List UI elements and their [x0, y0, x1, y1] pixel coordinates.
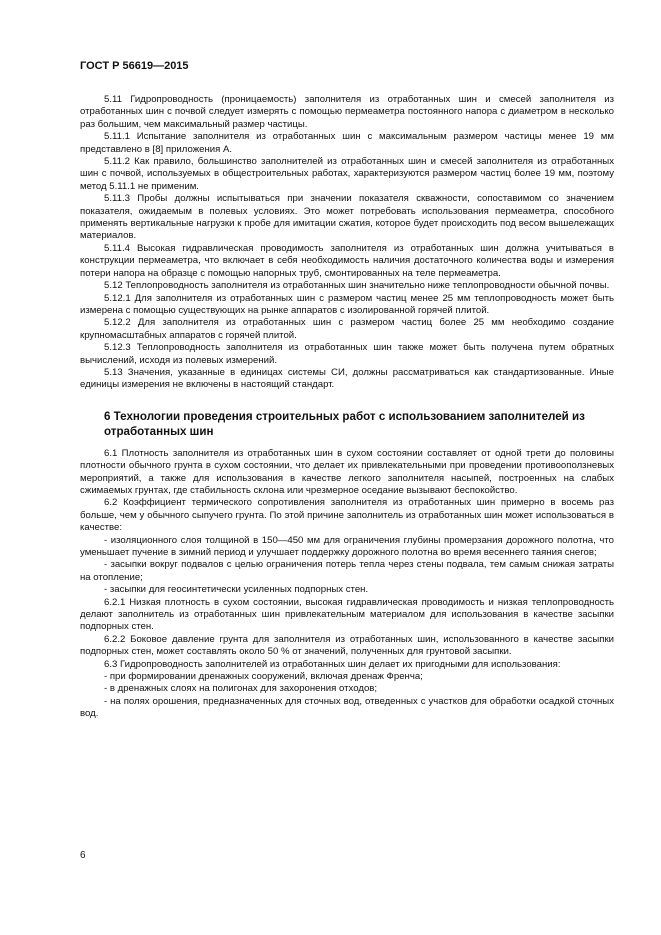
paragraph-5-12-2: 5.12.2 Для заполнителя из отработанных шин с размером частиц более 25 мм необходимо создание крупномасштабных аппаратов с горячей плитой.	[80, 317, 614, 341]
paragraph-6-3: 6.3 Гидропроводность заполнителей из отработанных шин делает их пригодными для использования:	[104, 658, 561, 670]
page-body	[80, 94, 614, 721]
list-item: - в дренажных слоях на полигонах для захоронения отходов;	[104, 683, 378, 695]
paragraph-5-11-2: 5.11.2 Как правило, большинство заполнителей из отработанных шин и смесей заполнителя из отработанных шин с почвой, используемых в общестроительных работах, характеризуются размером частиц более 19 мм, поэтому метод 5.11.1 не применим.	[80, 156, 614, 192]
list-item: - засыпки вокруг подвалов с целью ограничения потерь тепла через стены подвала, тем самым снижая затраты на отопление;	[80, 559, 614, 583]
page-number: 6	[80, 850, 86, 861]
section-6-title: 6 Технологии проведения строительных работ с использованием заполнителей из отработанных шин	[104, 409, 585, 438]
document-header: ГОСТ Р 56619—2015	[80, 60, 189, 72]
list-item: - изоляционного слоя толщиной в 150—450 мм для ограничения глубины промерзания дорожного полотна, что уменьшает пучение в зимний период и улучшает поддержку дорожного полотна во время весеннего таяния снегов;	[80, 534, 614, 558]
paragraph-5-11-3: 5.11.3 Пробы должны испытываться при значении показателя скважности, сопоставимом со значением показателя, ожидаемым в полевых условиях. Это может потребовать использования пермеаметра, способного применять вертикальные нагрузки к пробе для имитации сжатия, которое будет происходить под весом вышележащих материалов.	[80, 193, 614, 242]
paragraph-6-2: 6.2 Коэффициент термического сопротивления заполнителя из отработанных шин примерно в восемь раз больше, чем у обычного сыпучего грунта. По этой причине заполнитель из отработанных шин может использоваться в качестве:	[80, 497, 614, 534]
list-item: - на полях орошения, предназначенных для сточных вод, отведенных с участков для обработки осадкой сточных вод.	[80, 695, 614, 720]
list-item: - засыпки для геосинтетически усиленных подпорных стен.	[104, 584, 369, 596]
paragraph-5-12-1: 5.12.1 Для заполнителя из отработанных шин с размером частиц менее 25 мм теплопроводность может быть измерена с помощью существующих на рынке аппаратов с изолированной горячей плитой.	[80, 292, 614, 316]
paragraph-5-11: 5.11 Гидропроводность (проницаемость) заполнителя из отработанных шин и смесей заполнителя из отработанных шин с почвой следует измерять с помощью пермеаметра постоянного напора с диаметром в несколько раз большим, чем максимальный размер частицы.	[80, 94, 614, 130]
paragraph-6-2-2: 6.2.2 Боковое давление грунта для заполнителя из отработанных шин, использованного в качестве засыпки подпорных стен, может составлять около 50 % от значений, полученных для грунтовой засыпки.	[80, 633, 614, 658]
paragraph-5-11-1: 5.11.1 Испытание заполнителя из отработанных шин с максимальным размером частицы менее 19 мм представлено в [8] приложения А.	[80, 131, 614, 155]
paragraph-5-13: 5.13 Значения, указанные в единицах системы СИ, должны рассматриваться как стандартизованные. Иные единицы измерения не включены в настоящий стандарт.	[80, 366, 614, 391]
paragraph-6-1: 6.1 Плотность заполнителя из отработанных шин в сухом состоянии составляет от одной трети до половины плотности обычного грунта в сухом состоянии, что делает их привлекательными при проведении противооползневых мероприятий, а также для использования в качестве легкого заполнителя насыпей, построенных на слабых сжимаемых грунтах, где стабильность склона или чрезмерное оседание вызывают беспокойство.	[80, 447, 614, 496]
list-item: - при формировании дренажных сооружений, включая дренаж Френча;	[104, 671, 423, 683]
paragraph-5-11-4: 5.11.4 Высокая гидравлическая проводимость заполнителя из отработанных шин должна учитываться в конструкции пермеаметра, что включает в себя необходимость наличия достаточного количества воды и измерения потери напора на образце с помощью напорных труб, смонтированных на теле пермеаметра.	[80, 242, 614, 279]
paragraph-6-2-1: 6.2.1 Низкая плотность в сухом состоянии, высокая гидравлическая проводимость и низкая теплопроводность делают заполнитель из отработанных шин привлекательным материалом для использования в качестве засыпки подпорных стен.	[80, 596, 614, 633]
paragraph-5-12: 5.12 Теплопроводность заполнителя из отработанных шин значительно ниже теплопроводности обычной почвы.	[104, 280, 610, 292]
paragraph-5-12-3: 5.12.3 Теплопроводность заполнителя из отработанных шин также может быть получена путем обратных вычислений, исходя из полевых измерений.	[80, 342, 614, 366]
